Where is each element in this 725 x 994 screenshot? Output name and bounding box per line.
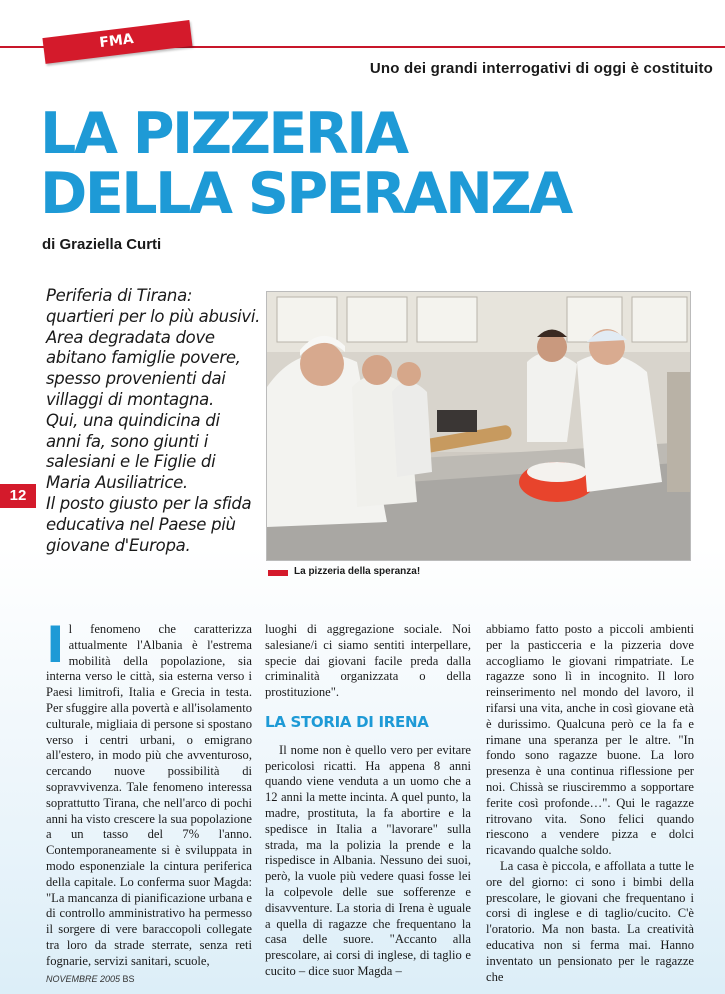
title-line-1: LA PIZZERIA (40, 101, 407, 167)
body-column-1 (46, 616, 252, 970)
lead-line: Qui, una quindicina di (46, 410, 220, 430)
drop-cap: I (46, 616, 65, 674)
article-photo (266, 291, 691, 561)
body-column-2 (265, 622, 471, 980)
footer-mark: BS (122, 974, 135, 984)
lead-line: salesiani e le Figlie di (46, 452, 216, 472)
lead-paragraph (46, 286, 268, 556)
body-text-col3-p1: abbiamo fatto posto a piccoli ambienti per la pasticceria e la pizzeria dove accogliamo le giovani rimpatriate. Le ragazze sono lì in incognito. Il loro reinserimento nel mondo del lavoro, il rifarsi una vita, anche in così giovane età è durissimo. Qualcuna però ce la fa e rimane una speranza per le altre. "In fondo sono ragazze buone. La loro presenza è una continua riflessione per noi. Chissà se riusciremmo a sopportare ferite così profonde…". Qui le ragazze ritrovano vita. Sono felici quando riescono a vendere pizza e dolci ricavando qualche soldo. (486, 622, 694, 858)
lead-line: Area degradata dove (46, 327, 215, 347)
lead-line: abitano famiglie povere, (46, 348, 241, 368)
lead-line: spesso provenienti dai (46, 369, 226, 389)
body-text-col2-bottom: Il nome non è quello vero per evitare pericolosi ricatti. Ha appena 8 anni quando viene venduta a un uomo che a 12 anni la mette incinta. A quel punto, la madre, prostituta, la fa abortire e la spedisce in Italia a "lavorare" sulla strada, ma la polizia la prende e la rispedisce in Albania. Nessuno dei suoi, però, la vuole più vedere quasi fosse lei la colpevole delle sue sofferenze e disavventure. La storia di Irena è uguale a quella di ragazze che frequentano la casa delle suore. "Accanto alla prescolare, ai corsi di inglese, di taglio e cucito – dice suor Magda – (265, 742, 471, 978)
photo-caption: La pizzeria della speranza! (294, 566, 421, 577)
lead-line: giovane d'Europa. (46, 535, 191, 555)
author-byline: di Graziella Curti (42, 236, 162, 253)
lead-line: anni fa, sono giunti i (46, 431, 209, 451)
kicker-text: Uno dei grandi interrogativi di oggi è costituito (369, 60, 713, 77)
body-text-col2-top: luoghi di aggregazione sociale. Noi salesiane/i ci siamo sentiti interpellare, specie dai giovani facile preda dalla criminalità organizzata o della prostituzione". (265, 622, 471, 700)
lead-line: educativa nel Paese più (46, 514, 236, 534)
section-tag-label: FMA (98, 31, 135, 52)
section-tag (42, 20, 192, 64)
body-column-3 (486, 622, 694, 985)
title-line-2: DELLA SPERANZA (40, 161, 571, 227)
section-heading: LA STORIA DI IRENA (265, 712, 429, 731)
lead-line: Periferia di Tirana: (46, 286, 193, 305)
footer-issue: NOVEMBRE 2005 (46, 974, 121, 984)
caption-marker (268, 570, 288, 576)
photo-illustration (267, 292, 690, 560)
article-title (40, 101, 640, 227)
page-footer (46, 974, 135, 984)
body-text-col3-p2: La casa è piccola, e affollata a tutte le ore del giorno: ci sono i bimbi della prescolare, le giovani che frequentano i corsi di inglese e di taglio/cucito. C'è l'oratorio. Ma non basta. La creatività educativa non si ferma mai. Hanno inventato un pensionato per le ragazze che (486, 858, 694, 984)
lead-line: villaggi di montagna. (46, 389, 214, 409)
page-number: 12 (0, 484, 36, 508)
lead-line: Il posto giusto per la sfida (46, 493, 252, 513)
lead-line: quartieri per lo più abusivi. (46, 306, 261, 326)
body-text-col1: l fenomeno che caratterizza attualmente l'Albania è l'estrema mobilità della popolazione, sia interna verso le città, sia esterna verso i Paesi limitrofi, Italia e Grecia in testa. Per sfuggire alla povertà e all'isolamento culturale, migliaia di persone si spostano verso i centri urbani, o emigrano all'estero, in modo più che avventuroso, cercando nuove possibilità di sopravvivenza. Tale fenomeno interessa soprattutto Tirana, che nell'arco di pochi anni ha visto crescere la sua popolazione a un tasso del 7% l'anno. Contemporaneamente si è sviluppata in modo esponenziale la cintura periferica della capitale. Lo conferma suor Magda: "La mancanza di pianificazione urbana e di controllo amministrativo ha permesso il sorgere di vere baraccopoli collegate tra loro da strade sterrate, senza reti fognarie, servizi sanitari, scuole, (46, 622, 252, 968)
lead-line: Maria Ausiliatrice. (46, 473, 188, 493)
